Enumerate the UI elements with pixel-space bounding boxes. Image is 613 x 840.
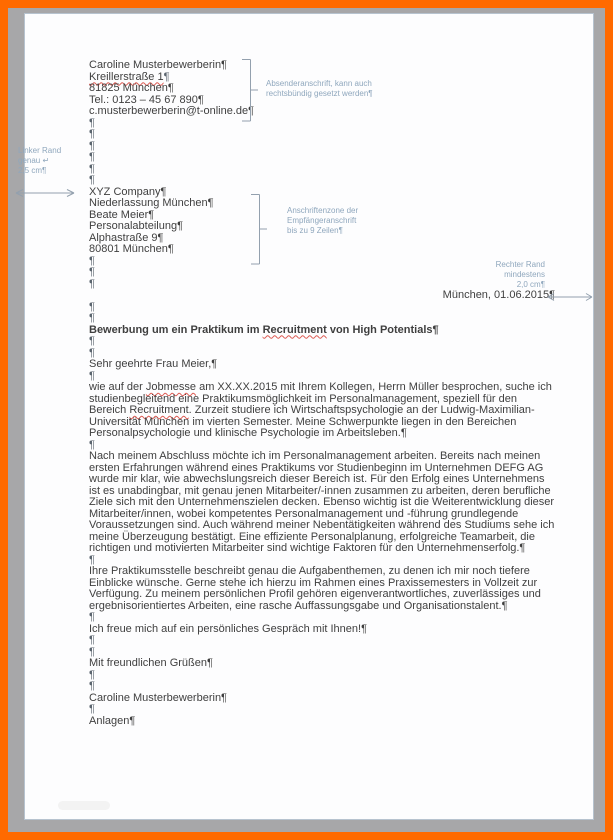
empty-paragraph-mark: ¶	[89, 346, 95, 359]
recipient-line: Beate Meier¶	[89, 208, 155, 221]
empty-paragraph-mark: ¶	[89, 335, 95, 347]
annotation-line: genau ↵	[18, 156, 50, 165]
empty-paragraph-mark: ¶	[89, 277, 95, 290]
subject-misspelled-word: Recruitment	[262, 323, 327, 336]
empty-paragraph-mark: ¶	[89, 438, 95, 451]
paragraph1-misspelled-1: Jobmesse	[145, 381, 197, 393]
annotation-line: Linker Rand	[18, 146, 62, 155]
empty-paragraph-mark: ¶	[89, 611, 95, 623]
annotation-line: Rechter Rand	[495, 260, 545, 269]
pilcrow-mark: ¶	[163, 70, 170, 83]
gap-5	[89, 670, 555, 693]
annotation-line: 2,5 cm¶	[18, 166, 47, 175]
empty-paragraph-mark: ¶	[89, 634, 95, 646]
right-margin-arrow-icon	[546, 292, 594, 302]
recipient-line: XYZ Company¶	[89, 185, 167, 198]
subject-part2: von High Potentials¶	[326, 323, 439, 336]
letter-page	[24, 13, 594, 820]
empty-paragraph-mark: ¶	[89, 116, 95, 129]
empty-paragraph-mark: ¶	[89, 369, 95, 382]
recipient-line: Niederlassung München¶	[89, 197, 214, 209]
annotation-recipient-note	[287, 206, 358, 236]
annotation-line: 2,0 cm¶	[516, 280, 545, 289]
paragraph1-part1: wie auf der	[89, 381, 146, 393]
empty-paragraph-mark: ¶	[89, 128, 95, 140]
paragraph1-part2: am XX.XX.2015 mit Ihrem Kollegen, Herrn Müller besprochen, suche ich studienbegleitend eine Praktikumsmöglichkeit im Personalmanagement, speziell für den Bereich	[89, 381, 555, 416]
gap-after-subject	[89, 336, 555, 359]
sender-phone: Tel.: 0123 – 45 67 890¶	[89, 93, 204, 106]
body-paragraph-2: Nach meinem Abschluss möchte ich im Personalmanagement arbeiten. Bereits nach meinen ersten Erfahrungen während eines Praktikums vor Studienbeginn im Unternehmen DEFG AG wurde mir klar, wie abwechslungsreich dieser Bereich ist. Für den Erfolg eines Unternehmens ist es unabdingbar, mit genau jenen Mitarbeiter/-innen zusammen zu arbeiten, deren berufliche Ziele sich mit den Unternehmenszielen decken. Ebenso wichtig ist die Weiterentwicklung dieser Mitarbeiter/innen, wobei kompetentes Personalmanagement und -führung grundlegende Voraussetzungen sind. Auch während meiner Nebentätigkeiten während des Studiums sehe ich meine Überzeugung bestätigt. Eine effiziente Personalplanung, erfolgreiche Teamarbeit, die richtigen und motivierten Mitarbeiter sind wichtige Faktoren für den Unternehmenserfolg.¶	[89, 450, 558, 554]
letter-content	[89, 59, 558, 727]
faint-watermark	[58, 801, 110, 810]
empty-paragraph-mark: ¶	[89, 174, 95, 186]
empty-paragraph-mark: ¶	[89, 266, 95, 278]
recipient-line: Personalabteilung¶	[89, 220, 183, 232]
annotation-line: Absenderanschrift, kann auch	[266, 79, 372, 88]
sender-block-bracket	[241, 59, 259, 122]
sender-email: c.musterbewerberin@t-online.de¶	[89, 105, 255, 117]
gap-after-recipient	[89, 256, 555, 291]
sender-city: 81825 München¶	[89, 82, 174, 94]
recipient-line: 80801 München¶	[89, 243, 174, 255]
empty-paragraph-mark: ¶	[89, 553, 95, 566]
empty-paragraph-mark: ¶	[89, 162, 95, 175]
annotation-line: Empfängeranschrift	[287, 216, 357, 225]
paragraph1-part3: . Zurzeit studiere ich Wirtschaftspsychologie an der Ludwig-Maximilian-Universität München im vierten Semester. Meine Schwerpunkte liegen in den Bereichen Personalpsychologie und klinische Psychologie im Arbeitsleben.¶	[89, 404, 535, 439]
annotation-line: bis zu 9 Zeilen¶	[287, 226, 343, 235]
empty-paragraph-mark: ¶	[89, 139, 95, 152]
annotation-right-margin	[496, 260, 545, 290]
empty-paragraph-mark: ¶	[89, 151, 95, 163]
empty-paragraph-mark: ¶	[89, 668, 95, 681]
recipient-line: Alphastraße 9¶	[89, 231, 164, 244]
empty-paragraph-mark: ¶	[89, 703, 95, 715]
gap-after-sender	[89, 118, 555, 187]
salutation: Sehr geehrte Frau Meier,¶	[89, 358, 218, 370]
paragraph1-misspelled-2: Recruitment	[129, 404, 189, 416]
closing-formula: Mit freundlichen Grüßen¶	[89, 657, 213, 669]
empty-paragraph-mark: ¶	[89, 312, 95, 324]
empty-paragraph-mark: ¶	[89, 254, 95, 267]
recipient-block-bracket	[250, 194, 268, 265]
annotation-line: rechtsbündig gesetzt werden¶	[266, 89, 373, 98]
annotation-sender-note	[266, 79, 373, 99]
body-paragraph-1	[89, 382, 555, 440]
annotation-left-margin	[18, 146, 61, 176]
annotation-line: Anschriftenzone der	[287, 206, 359, 215]
enclosures-line: Anlagen¶	[89, 714, 136, 727]
gap-3	[89, 612, 555, 624]
subject-part1: Bewerbung um ein Praktikum im	[89, 323, 263, 336]
sender-street-text: Kreillerstraße 1	[89, 70, 164, 83]
signature-name: Caroline Musterbewerberin¶	[89, 691, 227, 704]
subject-line	[89, 325, 555, 337]
gap-4	[89, 635, 555, 658]
date-line: München, 01.06.2015¶	[442, 289, 555, 301]
empty-paragraph-mark: ¶	[89, 645, 95, 658]
sender-name: Caroline Musterbewerberin¶	[89, 59, 227, 71]
empty-paragraph-mark: ¶	[89, 680, 95, 692]
empty-paragraph-mark: ¶	[89, 300, 95, 313]
gap-6	[89, 704, 555, 716]
body-paragraph-4: Ich freue mich auf ein persönliches Gespräch mit Ihnen!¶	[89, 622, 367, 635]
annotation-line: mindestens	[504, 270, 545, 279]
left-margin-arrow-icon	[14, 188, 76, 198]
body-paragraph-3: Ihre Praktikumsstelle beschreibt genau die Aufgabenthemen, zu denen ich mir noch tiefere Einblicke wünsche. Gerne stehe ich hierzu im Rahmen eines Praxissemesters in Vollzeit zur Verfügung. Zu meinem persönlichen Profil gehören eigenverantwortliches, zuverlässiges und ergebnisorientiertes Arbeiten, eine rasche Auffassungsgabe und Organisationstalent.¶	[89, 565, 544, 612]
gap-after-date	[89, 302, 555, 325]
